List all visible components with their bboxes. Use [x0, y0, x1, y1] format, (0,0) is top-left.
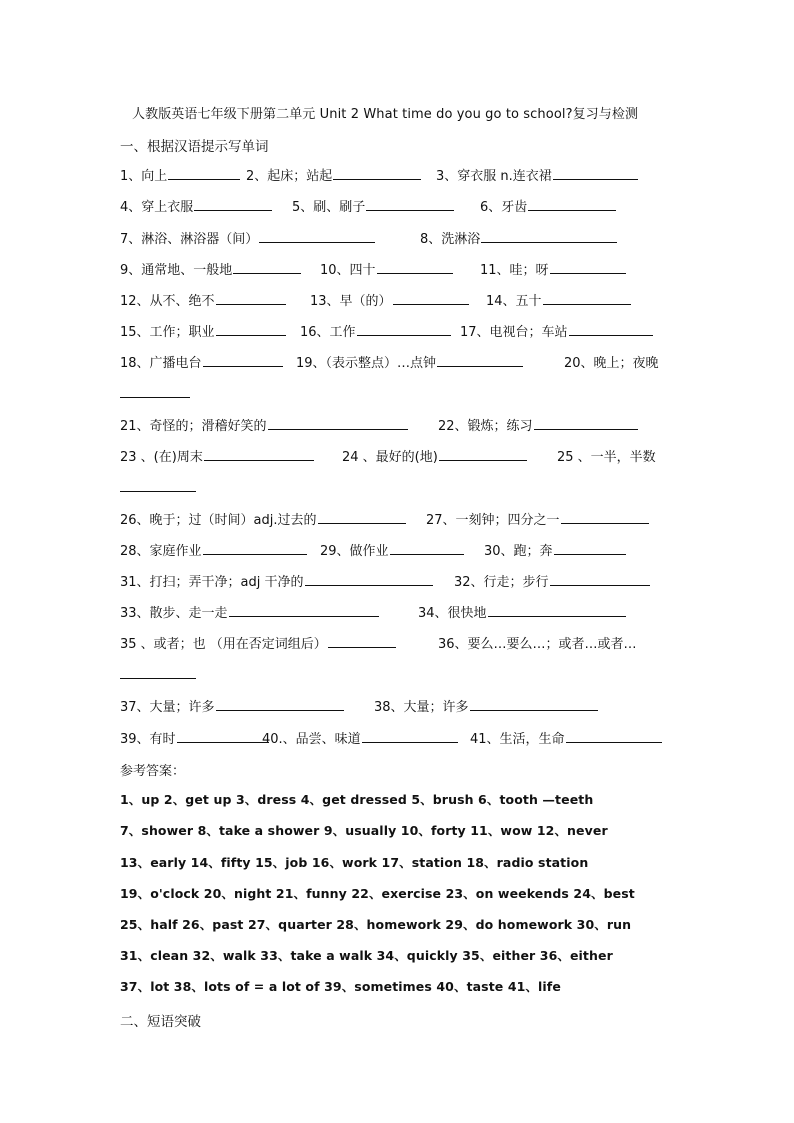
exercise-item — [120, 696, 344, 715]
answer-blank[interactable] — [561, 511, 649, 524]
prompt-text: 4、穿上衣服 — [120, 200, 194, 215]
answer-blank[interactable] — [550, 573, 650, 586]
exercise-item — [484, 540, 626, 559]
prompt-text: 6、牙齿 — [480, 200, 528, 215]
answer-blank[interactable] — [377, 261, 453, 274]
exercise-item — [300, 321, 451, 340]
prompt-text: 16、工作 — [300, 325, 356, 340]
answer-blank[interactable] — [437, 354, 523, 367]
prompt-text: 32、行走；步行 — [454, 575, 549, 590]
answer-blank[interactable] — [229, 604, 379, 617]
exercise-row — [120, 415, 680, 435]
answer-key-line: 7、shower 8、take a shower 9、usually 10、forty 11、wow 12、never — [120, 823, 608, 838]
exercise-row — [120, 165, 680, 185]
prompt-text: 8、洗淋浴 — [420, 232, 481, 247]
prompt-text: 28、家庭作业 — [120, 544, 202, 559]
answer-blank[interactable] — [390, 542, 464, 555]
answer-blank[interactable] — [194, 198, 272, 211]
prompt-text: 41、生活，生命 — [470, 732, 565, 747]
prompt-text: 7、淋浴、淋浴器（间） — [120, 232, 259, 247]
prompt-text: 12、从不、绝不 — [120, 294, 215, 309]
exercise-item — [120, 165, 240, 184]
answer-blank[interactable] — [168, 167, 240, 180]
answer-blank[interactable] — [566, 730, 662, 743]
exercise-item — [460, 321, 653, 340]
exercise-item — [246, 165, 421, 184]
exercise-item — [120, 415, 408, 434]
exercise-item — [320, 540, 464, 559]
answer-blank[interactable] — [333, 167, 421, 180]
answer-key-line: 19、o'clock 20、night 21、funny 22、exercise 23、on weekends 24、best — [120, 886, 635, 901]
exercise-row — [120, 196, 680, 216]
exercise-item — [342, 446, 527, 465]
answer-blank[interactable] — [481, 230, 617, 243]
answer-blank[interactable] — [305, 573, 433, 586]
exercise-item — [557, 446, 656, 465]
prompt-text: 5、刷、刷子 — [292, 200, 366, 215]
exercise-item — [120, 602, 379, 621]
exercise-row — [120, 696, 680, 716]
prompt-text: 19、（表示整点）…点钟 — [296, 356, 437, 371]
document-title: 人教版英语七年级下册第二单元 Unit 2 What time do you go to school?复习与检测 — [132, 107, 639, 122]
answer-blank[interactable] — [120, 479, 196, 492]
exercise-item — [120, 290, 286, 309]
exercise-row — [120, 228, 680, 248]
answer-blank[interactable] — [203, 354, 283, 367]
prompt-text: 26、晚于；过（时间）adj.过去的 — [120, 513, 317, 528]
section-heading-vocabulary: 一、根据汉语提示写单词 — [120, 139, 269, 155]
prompt-text: 38、大量；许多 — [374, 700, 469, 715]
prompt-text: 10、四十 — [320, 263, 376, 278]
prompt-text: 20、晚上；夜晚 — [564, 356, 659, 371]
prompt-text: 31、打扫；弄干净；adj 干净的 — [120, 575, 304, 590]
exercise-item — [120, 540, 307, 559]
prompt-text: 24 、最好的(地) — [342, 450, 438, 465]
answer-blank[interactable] — [120, 666, 196, 679]
exercise-row — [120, 602, 680, 622]
prompt-text: 21、奇怪的；滑稽好笑的 — [120, 419, 267, 434]
answer-blank[interactable] — [439, 448, 527, 461]
answer-blank[interactable] — [366, 198, 454, 211]
prompt-text: 25 、一半，半数 — [557, 450, 656, 465]
prompt-text: 2、起床；站起 — [246, 169, 333, 184]
prompt-text: 27、一刻钟；四分之一 — [426, 513, 560, 528]
answer-blank[interactable] — [569, 323, 653, 336]
exercise-item — [262, 728, 458, 747]
exercise-row — [120, 259, 680, 279]
exercise-row — [120, 571, 680, 591]
exercise-item — [418, 602, 626, 621]
exercise-row — [120, 633, 680, 653]
prompt-text: 14、五十 — [486, 294, 542, 309]
prompt-text: 9、通常地、一般地 — [120, 263, 233, 278]
exercise-item — [470, 728, 662, 747]
prompt-text: 36、要么…要么…；或者…或者… — [438, 637, 637, 652]
exercise-row — [120, 352, 680, 372]
prompt-text: 30、跑；奔 — [484, 544, 553, 559]
exercise-item — [120, 352, 283, 371]
prompt-text: 17、电视台；车站 — [460, 325, 568, 340]
answer-blank[interactable] — [362, 730, 458, 743]
exercise-row — [120, 540, 680, 560]
answer-blank[interactable] — [216, 323, 286, 336]
exercise-item — [436, 165, 638, 184]
answer-blank[interactable] — [268, 417, 408, 430]
answer-key-line: 25、half 26、past 27、quarter 28、homework 29、do homework 30、run — [120, 917, 632, 932]
exercise-item — [120, 633, 396, 652]
exercise-item — [320, 259, 453, 278]
exercise-item — [120, 509, 406, 528]
prompt-text: 11、哇；呀 — [480, 263, 549, 278]
exercise-item — [480, 259, 626, 278]
answer-blank[interactable] — [393, 292, 469, 305]
answer-blank[interactable] — [488, 604, 626, 617]
exercise-item — [454, 571, 650, 590]
exercise-item — [438, 415, 638, 434]
answer-key-line: 1、up 2、get up 3、dress 4、get dressed 5、brush 6、tooth —teeth — [120, 792, 594, 807]
prompt-text: 34、很快地 — [418, 606, 487, 621]
answer-blank[interactable] — [543, 292, 631, 305]
answer-blank[interactable] — [550, 261, 626, 274]
exercise-item — [374, 696, 598, 715]
prompt-text: 22、锻炼；练习 — [438, 419, 533, 434]
prompt-text: 18、广播电台 — [120, 356, 202, 371]
exercise-item — [120, 321, 286, 340]
exercise-item — [480, 196, 616, 215]
exercise-item — [120, 571, 433, 590]
prompt-text: 15、工作；职业 — [120, 325, 215, 340]
answer-blank[interactable] — [204, 448, 314, 461]
exercise-item — [420, 228, 617, 247]
answer-blank[interactable] — [259, 230, 375, 243]
exercise-row — [120, 509, 680, 529]
answer-blank[interactable] — [357, 323, 451, 336]
answer-blank[interactable] — [553, 167, 638, 180]
prompt-text: 23 、(在)周末 — [120, 450, 203, 465]
exercise-item — [564, 352, 659, 371]
section-heading-phrases: 二、短语突破 — [120, 1014, 201, 1030]
answer-blank[interactable] — [554, 542, 626, 555]
exercise-item — [292, 196, 454, 215]
answer-blank[interactable] — [528, 198, 616, 211]
prompt-text: 35 、或者；也 （用在否定词组后） — [120, 637, 327, 652]
exercise-row — [120, 446, 680, 466]
prompt-text: 3、穿衣服 n.连衣裙 — [436, 169, 552, 184]
exercise-item — [296, 352, 523, 371]
answer-blank[interactable] — [233, 261, 301, 274]
exercise-item — [438, 633, 637, 652]
answer-blank[interactable] — [203, 542, 307, 555]
exercise-item — [486, 290, 631, 309]
prompt-text: 39、有时 — [120, 732, 176, 747]
answer-blank[interactable] — [470, 698, 598, 711]
answer-blank[interactable] — [534, 417, 638, 430]
answer-blank[interactable] — [328, 635, 396, 648]
prompt-text: 13、早（的） — [310, 294, 392, 309]
exercise-row — [120, 321, 680, 341]
prompt-text: 1、向上 — [120, 169, 168, 184]
exercise-row — [120, 728, 680, 748]
exercise-item — [120, 196, 272, 215]
answer-blank[interactable] — [216, 292, 286, 305]
answer-key-line: 37、lot 38、lots of = a lot of 39、sometimes 40、taste 41、life — [120, 979, 561, 994]
prompt-text: 29、做作业 — [320, 544, 389, 559]
exercise-item — [120, 228, 375, 247]
exercise-item — [310, 290, 469, 309]
answer-key-label: 参考答案： — [120, 764, 186, 779]
exercise-item — [120, 259, 301, 278]
prompt-text: 37、大量；许多 — [120, 700, 215, 715]
exercise-row — [120, 290, 680, 310]
prompt-text: 33、散步、走一走 — [120, 606, 228, 621]
exercise-item — [426, 509, 649, 528]
answer-blank[interactable] — [120, 385, 190, 398]
answer-key-line: 31、clean 32、walk 33、take a walk 34、quickly 35、either 36、either — [120, 948, 613, 963]
answer-blank[interactable] — [216, 698, 344, 711]
exercise-item — [120, 728, 269, 747]
answer-blank[interactable] — [318, 511, 406, 524]
answer-key-line: 13、early 14、fifty 15、job 16、work 17、station 18、radio station — [120, 855, 589, 870]
prompt-text: 40.、品尝、味道 — [262, 732, 361, 747]
exercise-item — [120, 446, 314, 465]
answer-blank[interactable] — [177, 730, 269, 743]
